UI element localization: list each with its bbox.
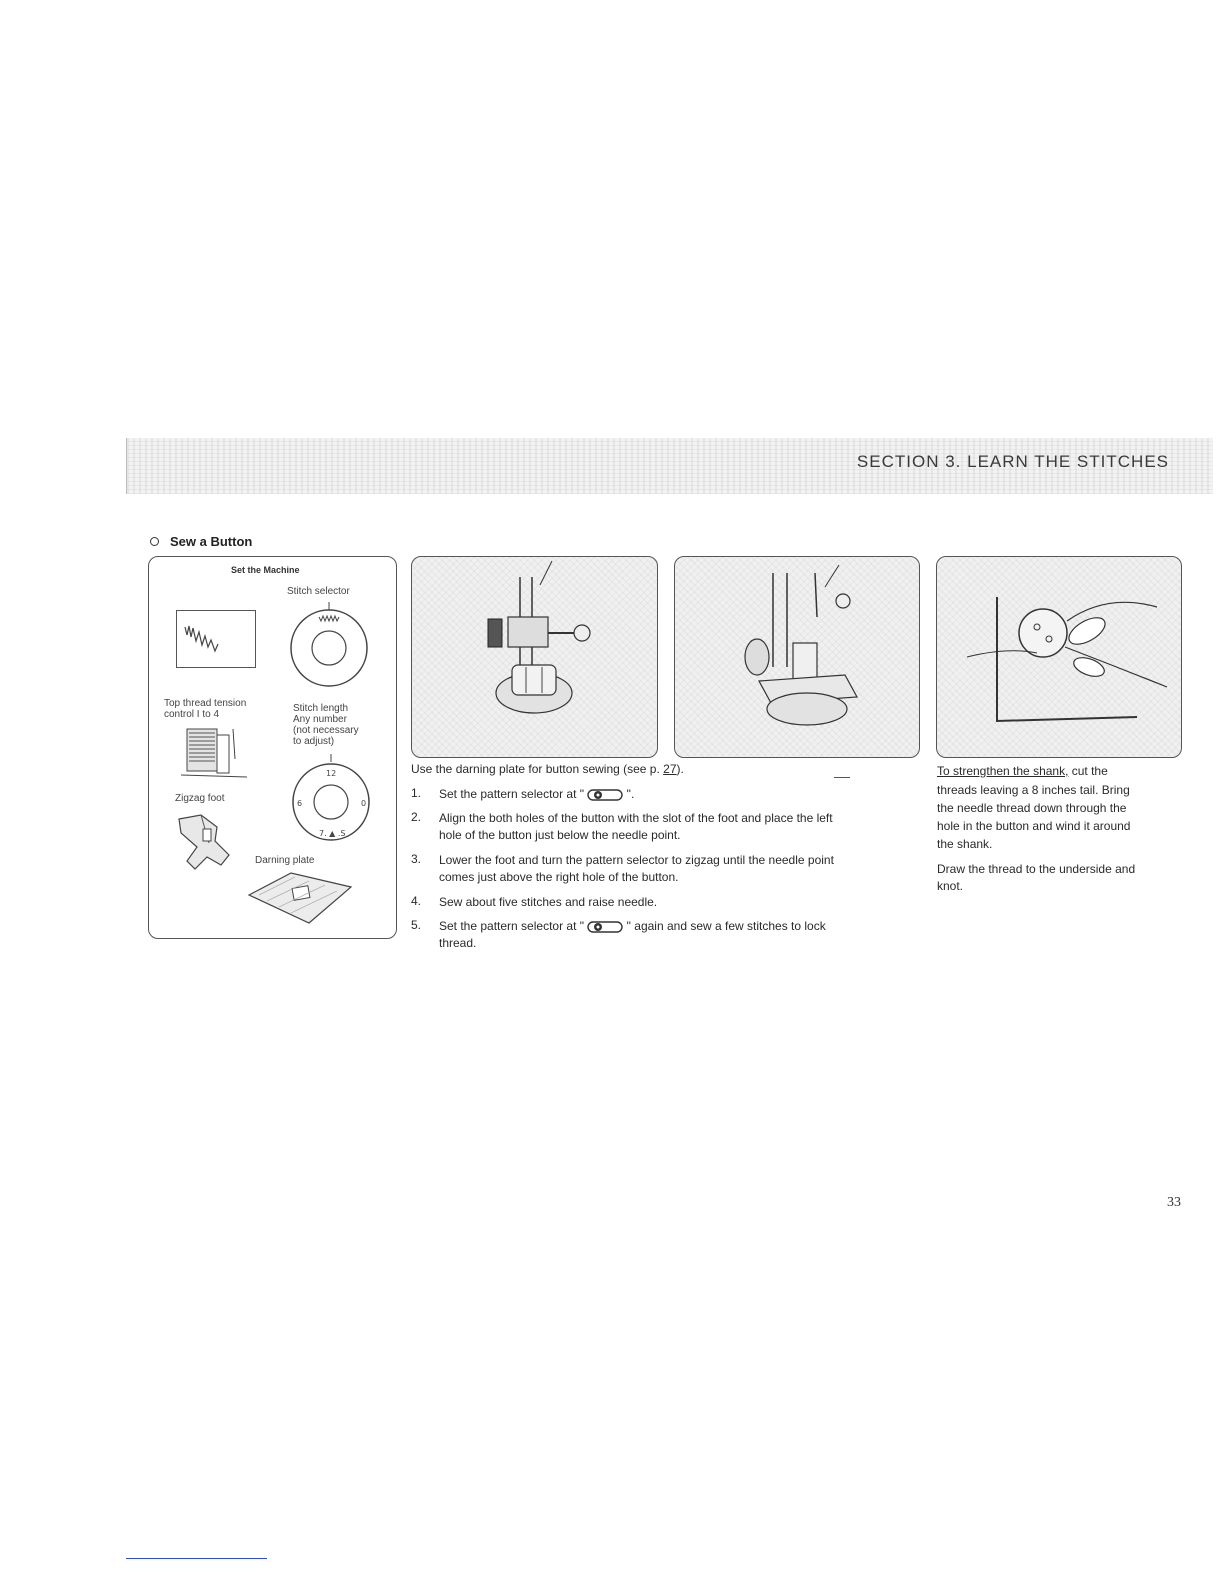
footer-rule <box>126 1558 267 1559</box>
setup-title: Set the Machine <box>231 565 300 575</box>
step-1-text: Set the pattern selector at " ". <box>439 787 635 801</box>
step-3-line-2: comes just above the right hole of the button. <box>439 870 679 884</box>
dash-mark <box>834 777 850 778</box>
stitch-selector-dial <box>285 600 373 688</box>
page-number: 33 <box>1167 1195 1181 1210</box>
step-1-number: 1. <box>411 786 422 800</box>
step-3-number: 3. <box>411 852 422 866</box>
intro-text: Use the darning plate for button sewing (see p. 27). <box>411 762 684 776</box>
shank-line-3: the needle thread down through the <box>937 801 1127 815</box>
step-2-line-1: Align the both holes of the button with the slot of the foot and place the left <box>439 811 833 825</box>
step-2-number: 2. <box>411 810 422 824</box>
svg-text:6: 6 <box>297 799 303 808</box>
step-3-line-1: Lower the foot and turn the pattern selector to zigzag until the needle point <box>439 853 834 867</box>
page-reference: 27 <box>663 762 677 776</box>
darning-plate-label: Darning plate <box>255 855 315 866</box>
shank-line-5: the shank. <box>937 837 993 851</box>
button-shank-illustration <box>937 557 1180 756</box>
svg-text:7. ▲ .S: 7. ▲ .S <box>319 829 346 838</box>
page-heading: Sew a Button <box>170 534 253 549</box>
straight-stitch-symbol-icon <box>587 920 623 934</box>
step-5-number: 5. <box>411 918 422 932</box>
presser-foot-illustration <box>675 557 918 756</box>
needle-foot-illustration <box>412 557 656 756</box>
shank-para2-line-2: knot. <box>937 879 964 893</box>
shank-line-4: hole in the button and wind it around <box>937 819 1131 833</box>
photo-panel-pattern-selector <box>674 556 920 758</box>
shank-para2-line-1: Draw the thread to the underside and <box>937 862 1136 876</box>
section-title: SECTION 3. LEARN THE STITCHES <box>856 452 1169 471</box>
step-4-number: 4. <box>411 894 422 908</box>
length-label-2: Any number <box>293 714 347 725</box>
length-label-1: Stitch length <box>293 703 349 714</box>
shank-line-1: To strengthen the shank, cut the <box>937 764 1108 778</box>
darning-plate-icon <box>239 865 359 929</box>
step-5-line-2: thread. <box>439 936 477 950</box>
stitch-length-dial <box>285 752 377 844</box>
tension-label-1: Top thread tension <box>164 698 247 709</box>
bullet-icon <box>150 537 159 546</box>
step-4-text: Sew about five stitches and raise needle. <box>439 895 658 909</box>
machine-setup-panel <box>148 556 397 939</box>
zigzag-foot-label: Zigzag foot <box>175 793 225 804</box>
svg-text:12: 12 <box>326 769 337 778</box>
stitch-selector-label: Stitch selector <box>287 586 350 597</box>
length-label-3: (not necessary <box>293 725 359 736</box>
zigzag-pattern-window <box>176 610 256 668</box>
svg-text:0: 0 <box>361 799 367 808</box>
photo-panel-shank <box>936 556 1182 758</box>
length-label-4: to adjust) <box>293 736 335 747</box>
step-2-line-2: hole of the button just below the needle point. <box>439 828 681 842</box>
photo-panel-needle-foot <box>411 556 658 758</box>
tension-label-2: control I to 4 <box>164 709 220 720</box>
step-5-line-1: Set the pattern selector at " " again and sew a few stitches to lock <box>439 919 826 933</box>
tension-control-icon <box>181 723 251 783</box>
shank-line-2: threads leaving a 8 inches tail. Bring <box>937 783 1130 797</box>
shank-heading: To strengthen the shank, <box>937 764 1069 778</box>
section-banner <box>126 438 1213 494</box>
straight-stitch-symbol-icon <box>587 788 623 802</box>
